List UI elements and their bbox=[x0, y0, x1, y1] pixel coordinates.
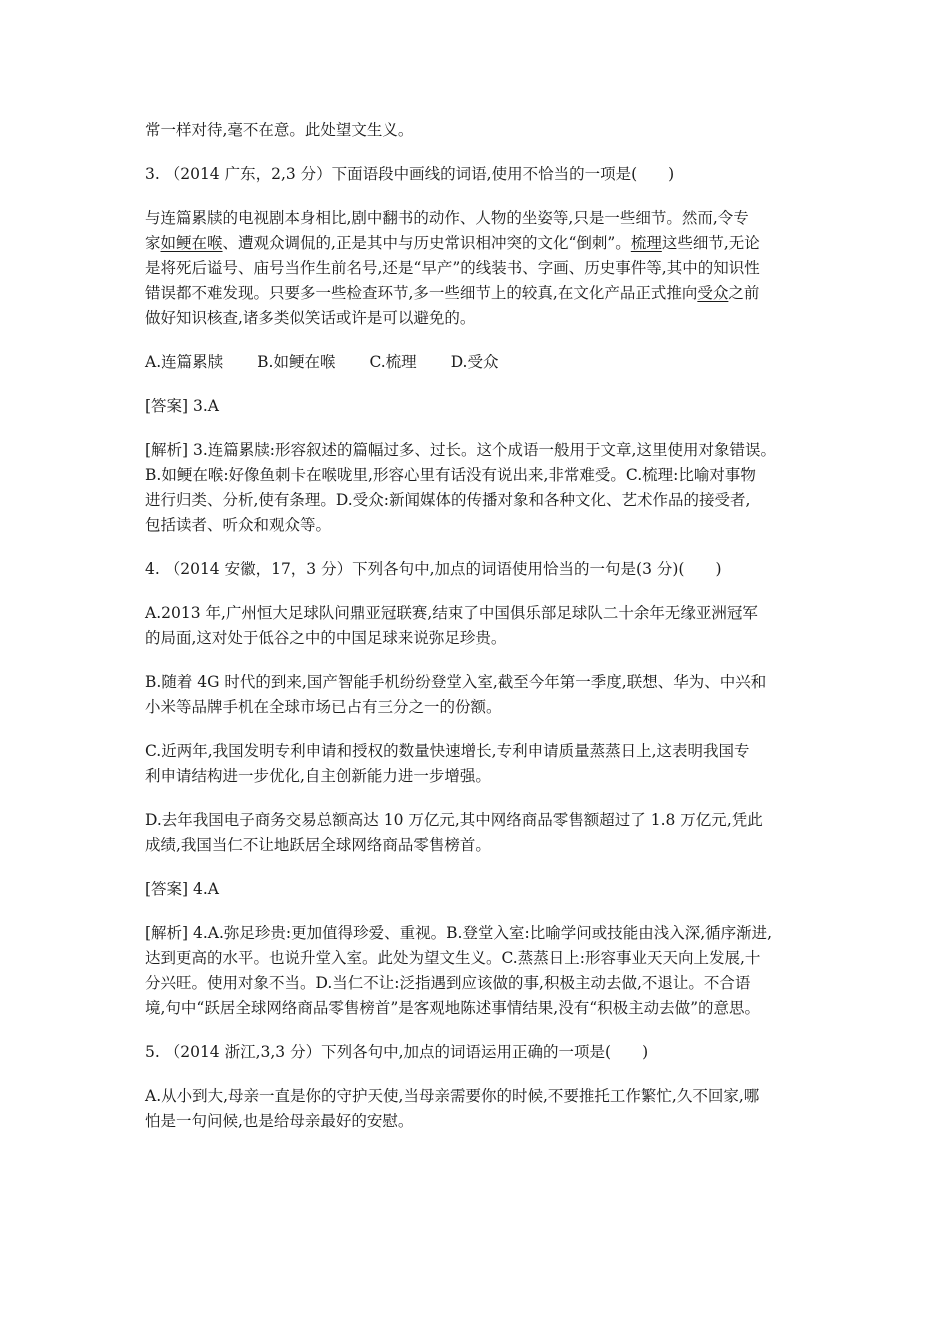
analysis-line: [解析] 4.A.弥足珍贵:更加值得珍爱、重视。B.登堂入室:比喻学问或技能由浅入深,循序渐进, bbox=[145, 924, 773, 942]
option-line: B.随着 4G 时代的到来,国产智能手机纷纷登堂入室,截至今年第一季度,联想、华为、中兴和 bbox=[145, 673, 767, 691]
q4-analysis bbox=[145, 921, 813, 1021]
q3-option-c: C.梳理 bbox=[369, 353, 417, 371]
option-line: D.去年我国电子商务交易总额高达 10 万亿元,其中网络商品零售额超过了 1.8 万亿元,凭此 bbox=[145, 811, 763, 829]
text-span: 家 bbox=[145, 234, 161, 252]
text-span: 这些细节,无论 bbox=[661, 234, 760, 252]
analysis-line: 达到更高的水平。也说升堂入室。此处为望文生义。C.蒸蒸日上:形容事业天天向上发展,十 bbox=[145, 949, 761, 967]
q3-analysis bbox=[145, 438, 813, 538]
option-line: C.近两年,我国发明专利申请和授权的数量快速增长,专利申请质量蒸蒸日上,这表明我国专 bbox=[145, 742, 750, 760]
q3-answer: [答案] 3.A bbox=[145, 397, 220, 415]
underlined-term: 如鲠在喉 bbox=[160, 234, 223, 252]
q4-answer: [答案] 4.A bbox=[145, 880, 220, 898]
text-span: 之前 bbox=[728, 284, 760, 302]
option-line: A.2013 年,广州恒大足球队问鼎亚冠联赛,结束了中国俱乐部足球队二十余年无缘亚洲冠军 bbox=[145, 604, 758, 622]
q3-passage-line: 是将死后谥号、庙号当作生前名号,还是“早产”的线装书、字画、历史事件等,其中的知识性 bbox=[145, 259, 760, 277]
document-page bbox=[145, 118, 813, 1153]
intro-line: 常一样对待,毫不在意。此处望文生义。 bbox=[145, 121, 414, 139]
text-span: 错误都不难发现。只要多一些检查环节,多一些细节上的较真,在文化产品正式推向 bbox=[145, 284, 698, 302]
q3-passage-line bbox=[145, 231, 813, 256]
q3-passage-line: 与连篇累牍的电视剧本身相比,剧中翻书的动作、人物的坐姿等,只是一些细节。然而,令专 bbox=[145, 209, 749, 227]
q3-option-a: A.连篇累牍 bbox=[145, 353, 224, 371]
q3-passage-line bbox=[145, 281, 813, 306]
q5-stem: 5. （2014 浙江,3,3 分）下列各句中,加点的词语运用正确的一项是( ) bbox=[145, 1043, 649, 1061]
analysis-line: 进行归类、分析,使有条理。D.受众:新闻媒体的传播对象和各种文化、艺术作品的接受者, bbox=[145, 491, 751, 509]
option-line: A.从小到大,母亲一直是你的守护天使,当母亲需要你的时候,不要推托工作繁忙,久不回家,哪 bbox=[145, 1087, 760, 1105]
option-line: 成绩,我国当仁不让地跃居全球网络商品零售榜首。 bbox=[145, 836, 491, 854]
q5-option-a bbox=[145, 1084, 813, 1134]
q4-option-c bbox=[145, 739, 813, 789]
q3-stem: 3. （2014 广东，2,3 分）下面语段中画线的词语,使用不恰当的一项是( ) bbox=[145, 165, 675, 183]
analysis-line: 境,句中“跃居全球网络商品零售榜首”是客观地陈述事情结果,没有“积极主动去做”的意思。 bbox=[145, 999, 761, 1017]
text-span: 、遭观众调侃的,正是其中与历史常识相冲突的文化“倒刺”。 bbox=[222, 234, 631, 252]
analysis-line: B.如鲠在喉:好像鱼刺卡在喉咙里,形容心里有话没有说出来,非常难受。C.梳理:比喻对事物 bbox=[145, 466, 756, 484]
q3-option-d: D.受众 bbox=[450, 353, 499, 371]
option-line: 的局面,这对处于低谷之中的中国足球来说弥足珍贵。 bbox=[145, 629, 507, 647]
q3-passage-line: 做好知识核查,诸多类似笑话或许是可以避免的。 bbox=[145, 309, 476, 327]
q4-option-b bbox=[145, 670, 813, 720]
q4-option-a bbox=[145, 601, 813, 651]
option-line: 怕是一句问候,也是给母亲最好的安慰。 bbox=[145, 1112, 414, 1130]
analysis-line: [解析] 3.连篇累牍:形容叙述的篇幅过多、过长。这个成语一般用于文章,这里使用对象错误。 bbox=[145, 441, 776, 459]
q4-option-d bbox=[145, 808, 813, 858]
q3-passage bbox=[145, 206, 813, 331]
q3-option-b: B.如鲠在喉 bbox=[257, 353, 336, 371]
option-line: 利申请结构进一步优化,自主创新能力进一步增强。 bbox=[145, 767, 491, 785]
q3-options bbox=[145, 350, 813, 375]
analysis-line: 分兴旺。使用对象不当。D.当仁不让:泛指遇到应该做的事,积极主动去做,不退让。不合语 bbox=[145, 974, 751, 992]
option-line: 小米等品牌手机在全球市场已占有三分之一的份额。 bbox=[145, 698, 502, 716]
underlined-term: 梳理 bbox=[630, 234, 662, 252]
analysis-line: 包括读者、听众和观众等。 bbox=[145, 516, 332, 534]
underlined-term: 受众 bbox=[697, 284, 729, 302]
q4-stem: 4. （2014 安徽，17，3 分）下列各句中,加点的词语使用恰当的一句是(3 分)( ) bbox=[145, 560, 722, 578]
